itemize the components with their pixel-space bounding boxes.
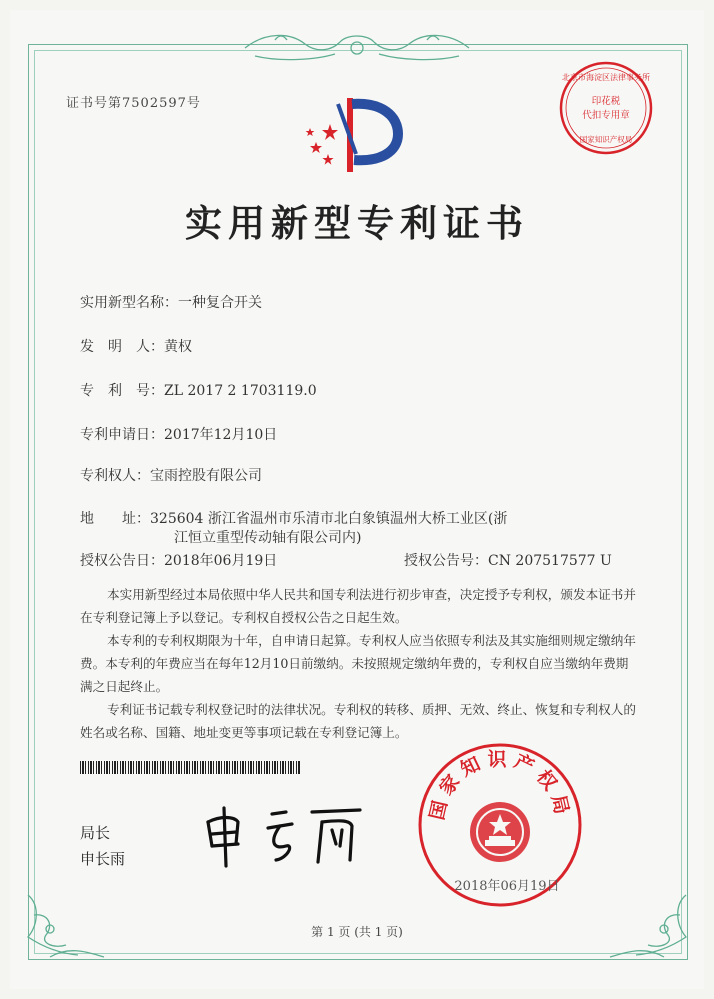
official-seal-stamp	[415, 740, 585, 910]
field-label: 专 利 号：	[80, 383, 164, 399]
body-paragraph-2: 本专利的专利权期限为十年，自申请日起算。专利权人应当依照专利法及其实施细则规定缴纳年费。本专利的年费应当在每年12月10日前缴纳。未按照规定缴纳年费的，专利权自应当缴纳年费期满之日起终止。	[80, 633, 636, 694]
field-value: 2018年06月19日	[164, 553, 278, 569]
field-patentee	[80, 465, 262, 485]
body-paragraph-3: 专利证书记载专利权登记时的法律状况。专利权的转移、质押、无效、终止、恢复和专利权人的姓名或名称、国籍、地址变更等事项记载在专利登记簿上。	[80, 702, 636, 740]
field-value: CN 207517577 U	[488, 553, 612, 569]
field-filing-date	[80, 424, 277, 444]
official-seal-text: 国家知识产权局	[426, 748, 574, 823]
field-label: 专利权人：	[80, 468, 150, 484]
field-inventor	[80, 336, 192, 356]
field-address-continued	[174, 527, 361, 547]
patent-office-logo-icon	[290, 94, 410, 180]
director-title: 局长	[80, 824, 111, 842]
field-label: 专利申请日：	[80, 427, 164, 443]
field-value: ZL 2017 2 1703119.0	[164, 383, 317, 399]
signature-text: 申长雨	[200, 800, 203, 801]
field-value: 宝雨控股有限公司	[150, 468, 262, 484]
certificate-title: 实用新型专利证书	[185, 201, 529, 245]
body-paragraph-1: 本实用新型经过本局依照中华人民共和国专利法进行初步审查，决定授予专利权，颁发本证书并在专利登记簿上予以登记。专利权自授权公告之日起生效。	[80, 587, 636, 625]
agency-seal-line2: 代扣专用章	[582, 110, 630, 121]
field-label: 实用新型名称：	[80, 295, 178, 311]
official-seal-date: 2018年06月19日	[454, 879, 560, 894]
field-label: 发 明 人：	[80, 339, 164, 355]
field-grant-date	[80, 550, 277, 570]
agency-seal-arc-text: 北京市海淀区法律事务所	[562, 73, 650, 82]
national-emblem-icon	[470, 802, 530, 862]
field-value: 2017年12月10日	[164, 427, 278, 443]
field-value: 黄权	[164, 339, 192, 355]
barcode	[80, 761, 300, 774]
director-signature	[200, 800, 370, 872]
agency-seal-line1: 印花税	[591, 96, 621, 107]
tax-seal-stamp	[556, 58, 656, 158]
field-label: 授权公告日：	[80, 553, 164, 569]
field-value: 江恒立重型传动轴有限公司内)	[174, 530, 362, 546]
director-name: 申长雨	[80, 850, 126, 868]
field-value: 325604 浙江省温州市乐清市北白象镇温州大桥工业区(浙	[150, 511, 508, 527]
field-patent-number	[80, 380, 317, 400]
agency-seal-bottom-text: 国家知识产权局	[579, 135, 633, 144]
field-utility-model-name	[80, 292, 262, 312]
field-grant-number	[404, 550, 612, 570]
top-ornament	[235, 26, 479, 66]
page-footer: 第 1 页 (共 1 页)	[311, 925, 403, 939]
field-label: 授权公告号：	[404, 553, 488, 569]
field-value: 一种复合开关	[178, 295, 262, 311]
field-address	[80, 508, 507, 528]
certificate-number: 证书号第7502597号	[66, 96, 201, 111]
field-label: 地 址：	[80, 511, 150, 527]
